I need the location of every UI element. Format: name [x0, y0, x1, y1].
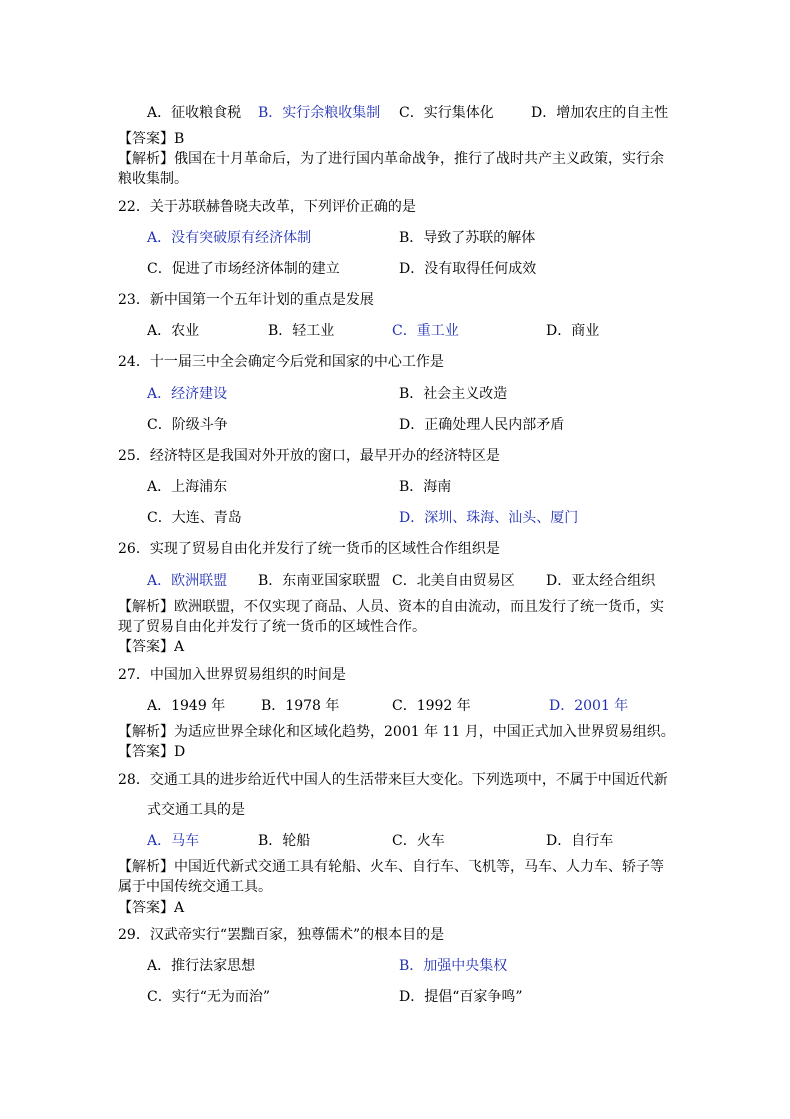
q28-option-b: B．轮船 — [258, 833, 311, 849]
q24-option-d: D．正确处理人民内部矛盾 — [399, 417, 565, 433]
q27-option-d: D．2001 年 — [549, 698, 629, 714]
q22-option-c: C．促进了市场经济体制的建立 — [147, 261, 340, 277]
q29-option-b: B．加强中央集权 — [399, 958, 508, 974]
q29-option-c: C．实行“无为而治” — [147, 989, 271, 1005]
q26-option-b: B．东南亚国家联盟 — [258, 573, 381, 589]
q21-analysis-line-1: 【解析】俄国在十月革命后，为了进行国内革命战争，推行了战时共产主义政策，实行余 — [118, 151, 664, 167]
q25-option-b: B．海南 — [399, 479, 452, 495]
q23-option-c: C．重工业 — [392, 323, 459, 339]
q23-option-d: D．商业 — [546, 323, 600, 339]
q27-option-b: B．1978 年 — [261, 698, 340, 714]
q24-option-a: A．经济建设 — [147, 386, 228, 402]
q25-option-d: D．深圳、珠海、汕头、厦门 — [399, 510, 579, 526]
q22-question: 22．关于苏联赫鲁晓夫改革，下列评价正确的是 — [118, 199, 416, 215]
q26-analysis-line-1: 【解析】欧洲联盟，不仅实现了商品、人员、资本的自由流动，而且发行了统一货币，实 — [118, 599, 664, 615]
q21-option-d: D．增加农庄的自主性 — [531, 105, 669, 121]
q23-option-a: A．农业 — [147, 323, 200, 339]
q28-option-a: A．马车 — [147, 833, 200, 849]
q24-question: 24．十一届三中全会确定今后党和国家的中心工作是 — [118, 354, 444, 370]
q21-answer: 【答案】B — [118, 131, 185, 147]
q22-option-b: B．导致了苏联的解体 — [399, 230, 536, 246]
q28-question-line-1: 28．交通工具的进步给近代中国人的生活带来巨大变化。下列选项中，不属于中国近代新 — [118, 772, 668, 788]
q27-option-c: C．1992 年 — [392, 698, 471, 714]
q28-option-d: D．自行车 — [546, 833, 614, 849]
q27-analysis: 【解析】为适应世界全球化和区域化趋势，2001 年 11 月，中国正式加入世界贸易组织。 — [118, 724, 675, 740]
q27-question: 27．中国加入世界贸易组织的时间是 — [118, 667, 346, 683]
q21-option-c: C．实行集体化 — [399, 105, 494, 121]
q28-analysis-line-2: 属于中国传统交通工具。 — [118, 879, 272, 895]
q21-analysis-line-2: 粮收集制。 — [118, 171, 188, 187]
q24-option-b: B．社会主义改造 — [399, 386, 508, 402]
q29-question: 29．汉武帝实行“罢黜百家，独尊儒术”的根本目的是 — [118, 927, 445, 943]
q26-option-c: C．北美自由贸易区 — [392, 573, 515, 589]
q22-option-d: D．没有取得任何成效 — [399, 261, 537, 277]
q26-answer: 【答案】A — [118, 639, 185, 655]
q23-option-b: B．轻工业 — [268, 323, 335, 339]
q23-question: 23．新中国第一个五年计划的重点是发展 — [118, 292, 374, 308]
q29-option-a: A．推行法家思想 — [147, 958, 256, 974]
q26-analysis-line-2: 现了贸易自由化并发行了统一货币的区域性合作。 — [118, 619, 426, 635]
q24-option-c: C．阶级斗争 — [147, 417, 228, 433]
q26-option-d: D．亚太经合组织 — [546, 573, 656, 589]
q25-option-c: C．大连、青岛 — [147, 510, 242, 526]
q25-question: 25．经济特区是我国对外开放的窗口，最早开办的经济特区是 — [118, 448, 500, 464]
q29-option-d: D．提倡“百家争鸣” — [399, 989, 523, 1005]
q27-option-a: A．1949 年 — [147, 698, 226, 714]
q26-question: 26．实现了贸易自由化并发行了统一货币的区域性合作组织是 — [118, 541, 500, 557]
q27-answer: 【答案】D — [118, 744, 186, 760]
q28-analysis-line-1: 【解析】中国近代新式交通工具有轮船、火车、自行车、飞机等，马车、人力车、轿子等 — [118, 859, 664, 875]
q21-option-a: A．征收粮食税 — [147, 105, 242, 121]
q22-option-a: A．没有突破原有经济体制 — [147, 230, 312, 246]
q21-option-b: B．实行余粮收集制 — [258, 105, 381, 121]
q28-answer: 【答案】A — [118, 900, 185, 916]
q26-option-a: A．欧洲联盟 — [147, 573, 228, 589]
q28-option-c: C．火车 — [392, 833, 445, 849]
q25-option-a: A．上海浦东 — [147, 479, 228, 495]
q28-question-line-2: 式交通工具的是 — [147, 802, 245, 818]
